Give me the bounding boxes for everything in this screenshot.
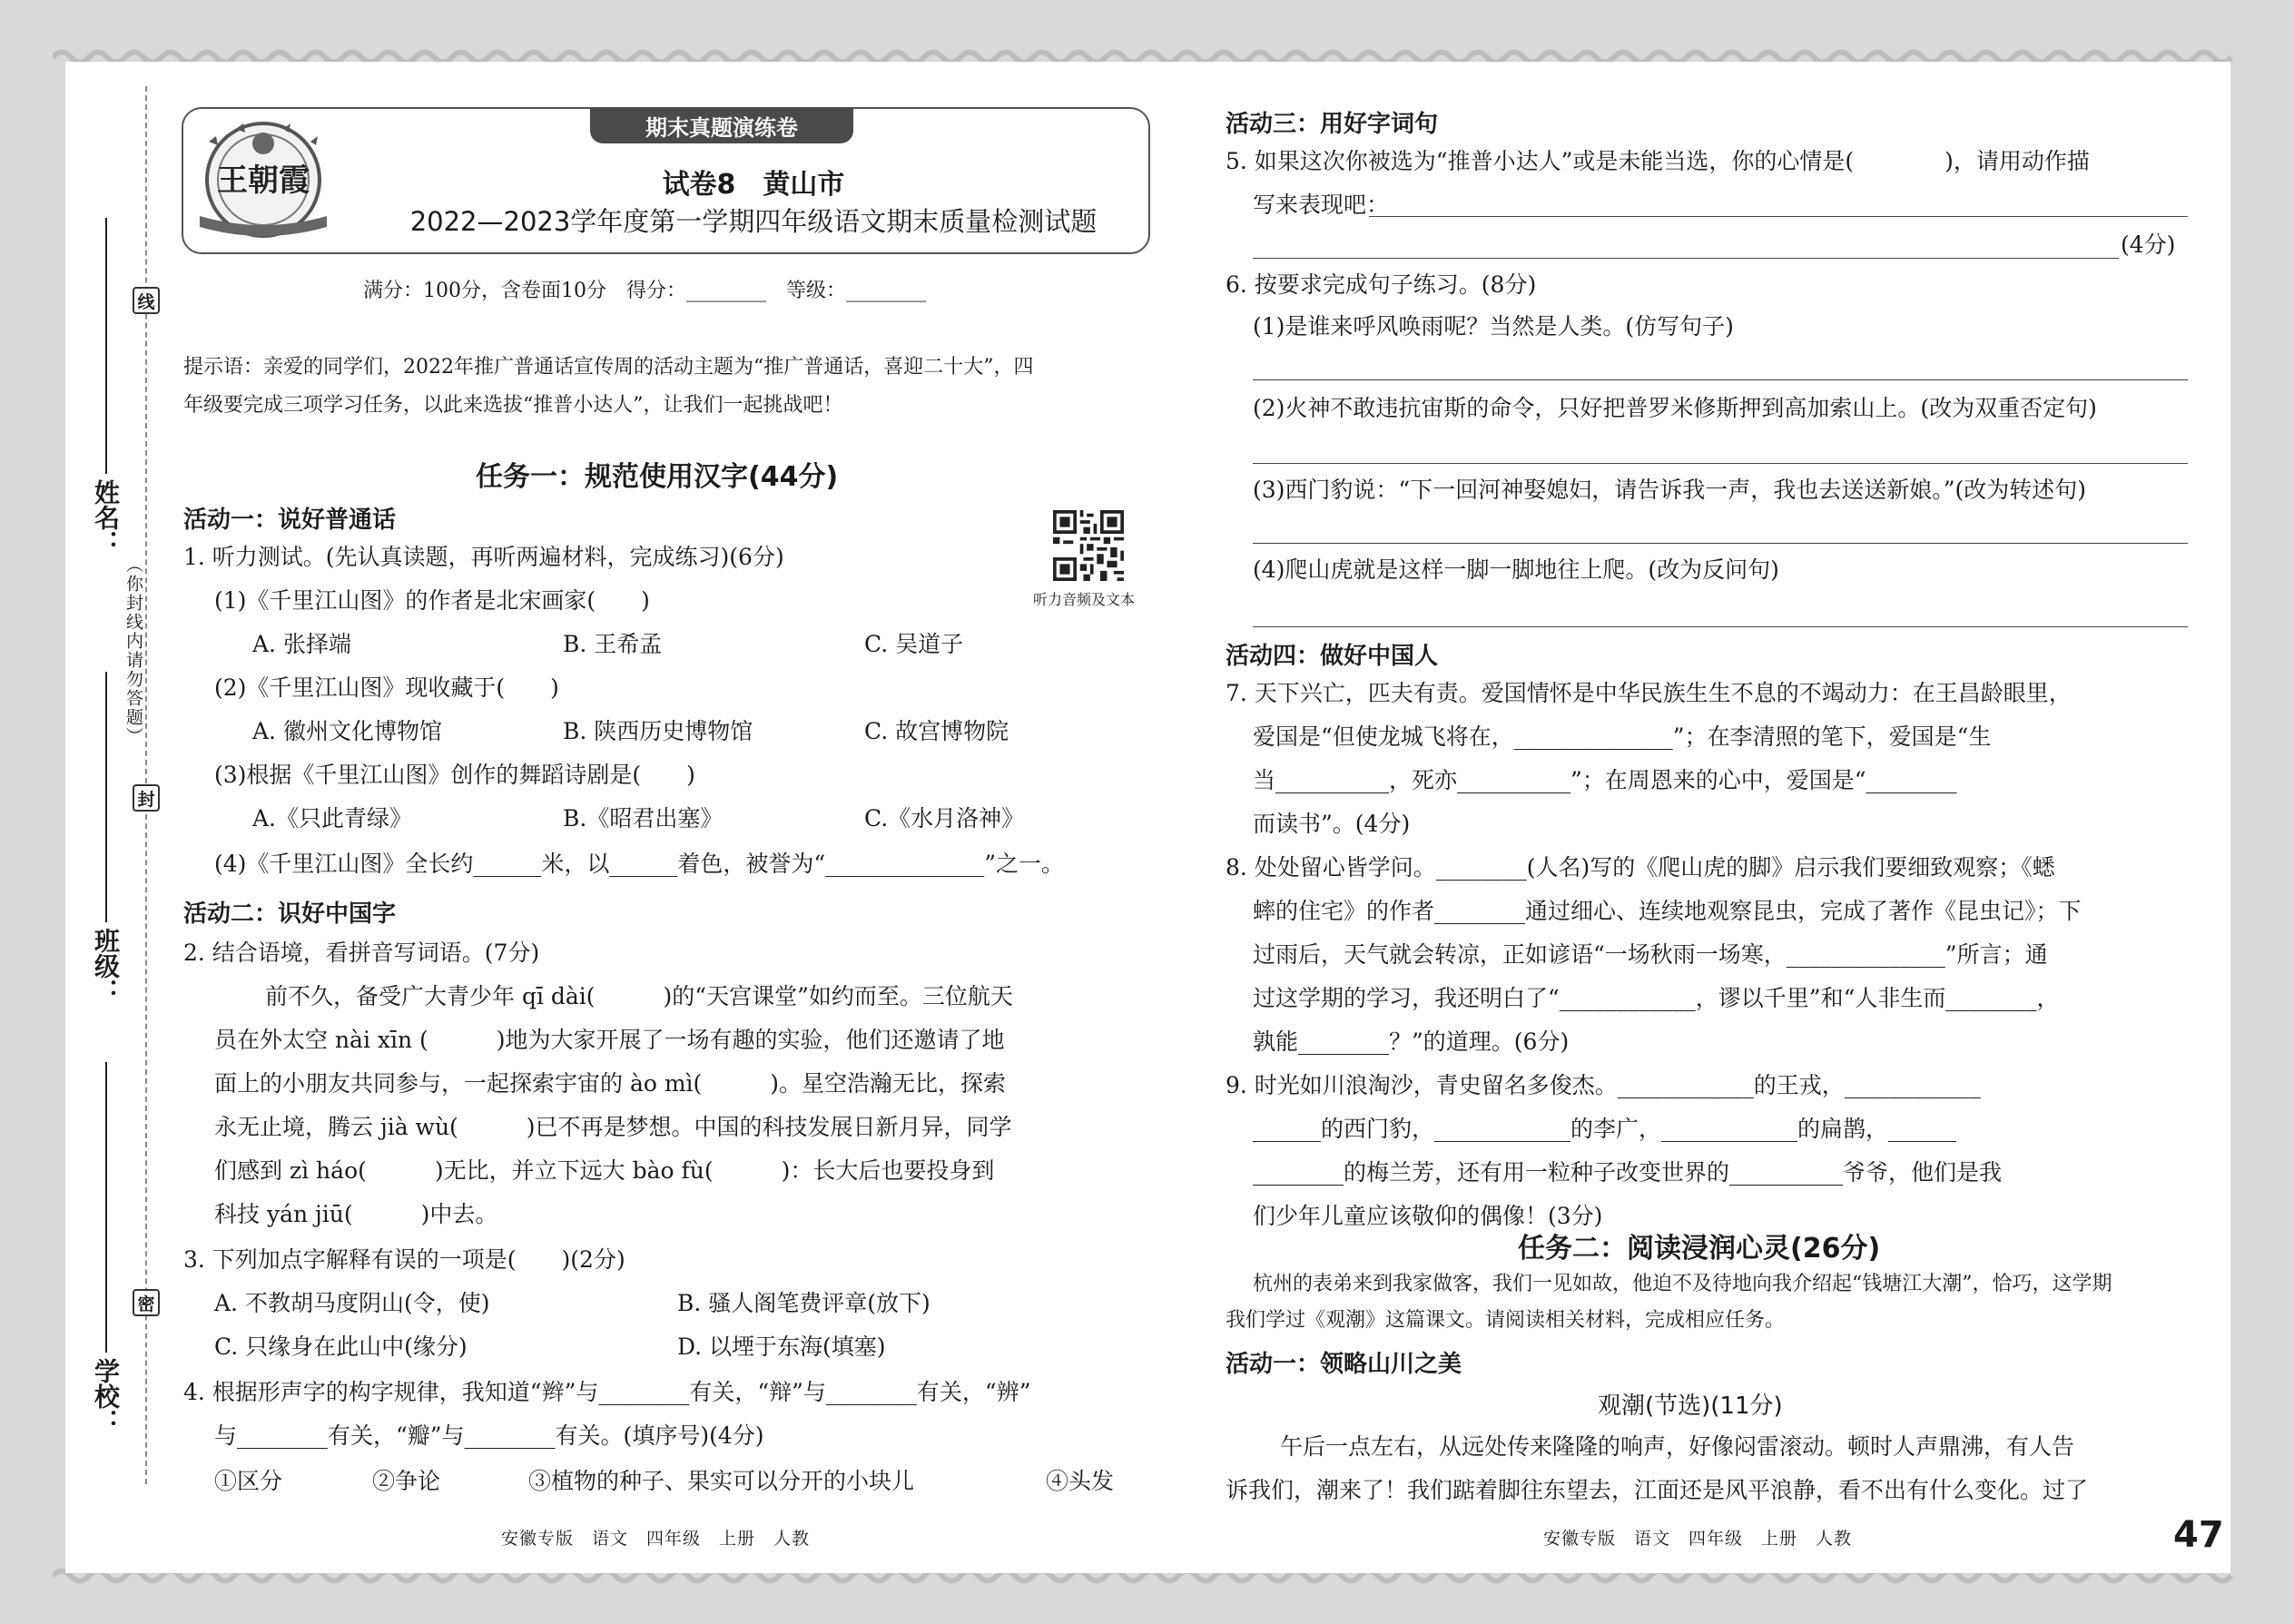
q4-line-2[interactable]: 与________有关，“瓣”与________有关。(填序号)(4分) — [214, 1422, 764, 1449]
q4-option-4: ④头发 — [1046, 1468, 1115, 1494]
name-field[interactable] — [105, 218, 107, 474]
q6-answer-line-2[interactable] — [1253, 463, 2188, 464]
q7-line-4: 而读书”。(4分) — [1253, 811, 1411, 837]
q6-item-3: (3)西门豹说：“下一回河神娶媳妇，请告诉我一声，我也去送送新娘。”(改为转述句) — [1253, 477, 2086, 503]
q1-2-option-c[interactable]: C. 故宫博物院 — [864, 718, 1009, 744]
q4-line-1[interactable]: 4. 根据形声字的构字规律，我知道“辫”与________有关，“辩”与________有关，“辨” — [183, 1379, 1031, 1405]
qr-caption: 听力音频及文本 — [1033, 591, 1136, 608]
q8-line-2[interactable]: 蟀的住宅》的作者________通过细心、连续地观察昆虫，完成了著作《昆虫记》；下 — [1253, 898, 2082, 924]
q3-option-b[interactable]: B. 骚人阁笔费评章(放下) — [677, 1290, 930, 1316]
q5-answer-line-1[interactable] — [1369, 216, 2188, 217]
exam-type-tag: 期末真题演练卷 — [590, 107, 853, 143]
school-label: 学校： — [91, 1358, 121, 1434]
q1-text: 1. 听力测试。(先认真读题，再听两遍材料，完成练习)(6分) — [183, 544, 784, 570]
q2-text: 2. 结合语境，看拼音写词语。(7分) — [183, 940, 540, 966]
activity5-heading: 活动一：领略山川之美 — [1226, 1351, 1462, 1378]
q2-line-3[interactable]: 面上的小朋友共同参与，一起探索宇宙的 ào mì( )。星空浩瀚无比，探索 — [214, 1070, 1007, 1097]
q3-option-d[interactable]: D. 以堙于东海(填塞) — [677, 1334, 886, 1360]
binding-mark-feng: 封 — [133, 784, 160, 812]
task2-intro-2: 我们学过《观潮》这篇课文。请阅读相关材料，完成相应任务。 — [1226, 1309, 1786, 1332]
left-footer: 安徽专版 语文 四年级 上册 人教 — [501, 1529, 811, 1549]
q2-line-1[interactable]: 前不久，备受广大青少年 qī dài( )的“天宫课堂”如约而至。三位航天 — [265, 983, 1013, 1009]
q1-2-option-a[interactable]: A. 徽州文化博物馆 — [252, 718, 442, 744]
activity4-heading: 活动四：做好中国人 — [1226, 643, 1439, 670]
q4-option-1: ①区分 — [214, 1468, 283, 1494]
q3-option-c[interactable]: C. 只缘身在此山中(缘分) — [214, 1334, 468, 1360]
q8-line-5[interactable]: 孰能________？”的道理。(6分) — [1253, 1029, 1570, 1055]
q2-line-6[interactable]: 科技 yán jiū( )中去。 — [214, 1201, 498, 1227]
q3-option-a[interactable]: A. 不教胡马度阴山(令，使) — [214, 1290, 490, 1316]
q6-text: 6. 按要求完成句子练习。(8分) — [1226, 271, 1537, 298]
q8-line-3[interactable]: 过雨后，天气就会转凉，正如谚语“一场秋雨一场寒，______________”所言；通 — [1253, 941, 2048, 968]
q2-line-5[interactable]: 们感到 zì háo( )无比，并立下远大 bào fù( )：长大后也要投身到 — [214, 1157, 995, 1184]
activity1-heading: 活动一：说好普通话 — [183, 507, 397, 534]
reading-line-2: 诉我们，潮来了！我们踮着脚往东望去，江面还是风平浪静，看不出有什么变化。过了 — [1226, 1477, 2089, 1503]
exam-title: 试卷8 黄山市 — [662, 169, 845, 201]
binding-note: （你封线内请勿答题） — [123, 556, 143, 746]
q8-line-4[interactable]: 过这学期的学习，我还明白了“____________，谬以千里”和“人非生而________， — [1253, 985, 2060, 1011]
q1-4-text[interactable]: (4)《千里江山图》全长约______米，以______着色，被誉为“______________”之一。 — [214, 851, 1064, 877]
binding-mark-xian: 线 — [133, 287, 160, 314]
activity2-heading: 活动二：识好中国字 — [183, 901, 397, 928]
q3-text: 3. 下列加点字解释有误的一项是( )(2分) — [183, 1246, 625, 1273]
q4-option-2: ②争论 — [372, 1468, 441, 1494]
intro-line-1: 提示语：亲爱的同学们，2022年推广普通话宣传周的活动主题为“推广普通话，喜迎二十大”，四 — [183, 356, 1034, 379]
q5-score: (4分) — [2121, 231, 2176, 258]
q6-answer-line-4[interactable] — [1253, 626, 2188, 627]
qr-code-icon[interactable] — [1053, 510, 1124, 581]
class-field[interactable] — [105, 672, 107, 922]
q9-line-1[interactable]: 9. 时光如川浪淘沙，青史留名多俊杰。____________的王戎，____________ — [1226, 1072, 1981, 1098]
q4-option-3: ③植物的种子、果实可以分开的小块儿 — [528, 1468, 915, 1494]
reading-title: 观潮(节选)(11分) — [1598, 1393, 1783, 1420]
q9-line-4: 们少年儿童应该敬仰的偶像！(3分) — [1253, 1203, 1603, 1229]
reading-line-1: 午后一点左右，从远处传来隆隆的响声，好像闷雷滚动。顿时人声鼎沸，有人告 — [1280, 1433, 2075, 1460]
task2-intro-1: 杭州的表弟来到我家做客，我们一见如故，他迫不及待地向我介绍起“钱塘江大潮”，恰巧，这学期 — [1253, 1273, 2112, 1295]
q1-3-text: (3)根据《千里江山图》创作的舞蹈诗剧是( ) — [214, 762, 695, 788]
q7-line-3[interactable]: 当__________，死亦__________”；在周恩来的心中，爱国是“________ — [1253, 767, 1957, 793]
q6-answer-line-1[interactable] — [1253, 379, 2188, 380]
svg-text:王朝霞: 王朝霞 — [217, 162, 310, 199]
q5-line-1: 5. 如果这次你被选为“推普小达人”或是未能当选，你的心情是( )，请用动作描 — [1226, 148, 2090, 174]
q1-1-option-b[interactable]: B. 王希孟 — [563, 631, 663, 657]
q9-line-3[interactable]: ________的梅兰芳，还有用一粒种子改变世界的__________爷爷，他们是我 — [1253, 1159, 2003, 1186]
activity3-heading: 活动三：用好字词句 — [1226, 111, 1439, 138]
school-field[interactable] — [105, 1062, 107, 1353]
q2-line-2[interactable]: 员在外太空 nài xīn ( )地为大家开展了一场有趣的实验，他们还邀请了地 — [214, 1027, 1005, 1053]
binding-mark-mi: 密 — [133, 1289, 160, 1316]
publisher-logo — [191, 116, 336, 243]
q6-answer-line-3[interactable] — [1253, 543, 2188, 544]
q5-answer-line-2[interactable] — [1253, 258, 2119, 259]
task2-heading: 任务二：阅读浸润心灵(26分) — [1518, 1233, 1881, 1265]
q1-3-option-c[interactable]: C.《水月洛神》 — [864, 805, 1025, 832]
q1-2-option-b[interactable]: B. 陕西历史博物馆 — [563, 718, 753, 744]
class-label: 班级： — [91, 928, 121, 1004]
q5-line-2: 写来表现吧： — [1253, 192, 1390, 218]
task1-heading: 任务一：规范使用汉字(44分) — [476, 461, 839, 493]
right-footer: 安徽专版 语文 四年级 上册 人教 — [1543, 1529, 1853, 1549]
q2-line-4[interactable]: 永无止境，腾云 jià wù( )已不再是梦想。中国的科技发展日新月异，同学 — [214, 1114, 1012, 1140]
page-number: 47 — [2173, 1514, 2224, 1556]
q6-item-2: (2)火神不敢违抗宙斯的命令，只好把普罗米修斯押到高加索山上。(改为双重否定句) — [1253, 395, 2097, 421]
q6-item-1: (1)是谁来呼风唤雨呢？当然是人类。(仿写句子) — [1253, 313, 1734, 340]
q9-line-2[interactable]: ______的西门豹，____________的李广，____________的扁鹊，______ — [1253, 1116, 1957, 1142]
q1-2-text: (2)《千里江山图》现收藏于( ) — [214, 674, 559, 701]
q7-line-2[interactable]: 爱国是“但使龙城飞将在，______________”；在李清照的笔下，爱国是“生 — [1253, 723, 1992, 750]
q6-item-4: (4)爬山虎就是这样一脚一脚地往上爬。(改为反问句) — [1253, 556, 1779, 583]
name-label: 姓名： — [91, 479, 121, 556]
q1-1-text: (1)《千里江山图》的作者是北宋画家( ) — [214, 587, 650, 614]
q1-3-option-a[interactable]: A.《只此青绿》 — [252, 805, 413, 832]
exam-subtitle: 2022—2023学年度第一学期四年级语文期末质量检测试题 — [409, 206, 1098, 237]
score-line: 满分：100分，含卷面10分 得分：________ 等级：________ — [363, 280, 926, 302]
q7-line-1: 7. 天下兴亡，匹夫有责。爱国情怀是中华民族生生不息的不竭动力：在王昌龄眼里， — [1226, 680, 2072, 706]
q8-line-1[interactable]: 8. 处处留心皆学问。________(人名)写的《爬山虎的脚》启示我们要细致观察；《蟋 — [1226, 854, 2055, 881]
q1-1-option-c[interactable]: C. 吴道子 — [864, 631, 964, 657]
intro-line-2: 年级要完成三项学习任务，以此来选拔“推普小达人”，让我们一起挑战吧！ — [183, 394, 843, 417]
q1-3-option-b[interactable]: B.《昭君出塞》 — [563, 805, 724, 832]
q1-1-option-a[interactable]: A. 张择端 — [252, 631, 351, 657]
